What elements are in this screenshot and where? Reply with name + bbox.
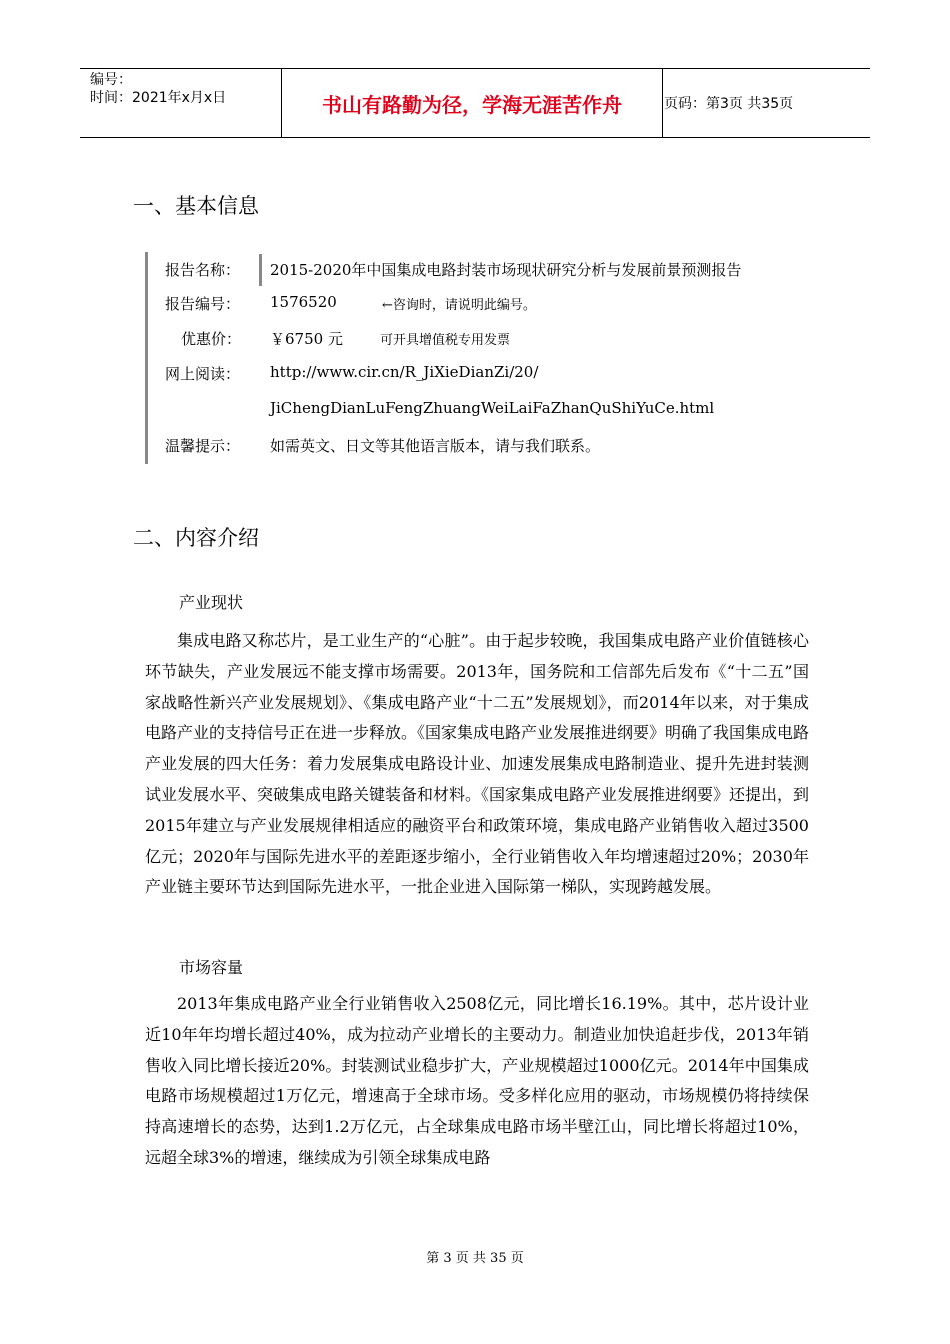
paragraph-market-capacity: 2013年集成电路产业全行业销售收入2508亿元，同比增长16.19%。其中，芯片设计业近10年年均增长超过40%，成为拉动产业增长的主要动力。制造业加快追赶步伐，2013年销售收入同比增长接近20%。封装测试业稳步扩大，产业规模超过1000亿元。2014年中国集成电路市场规模超过1万亿元，增速高于全球市场。受多样化应用的驱动，市场规模仍将持续保持高速增长的态势，达到1.2万亿元，占全球集成电路市场半壁江山，同比增长将超过10%，远超全球3%的增速，继续成为引领全球集成电路	[145, 994, 809, 1167]
motto: 书山有路勤为径，学海无涯苦作舟	[282, 69, 663, 137]
price-note: 可开具增值税专用发票	[380, 333, 511, 348]
report-number-note: ←咨询时，请说明此编号。	[382, 298, 536, 313]
tip-value: 如需英文、日文等其他语言版本，请与我们联系。	[270, 437, 601, 455]
section2-title: 二、内容介绍	[133, 526, 259, 550]
online-read-label: 网上阅读：	[165, 365, 241, 383]
price-label: 优惠价：	[181, 330, 242, 348]
tip-label: 温馨提示：	[165, 437, 241, 455]
report-name-value: 2015-2020年中国集成电路封装市场现状研究分析与发展前景预测报告	[270, 261, 742, 279]
header-info-cell	[80, 69, 282, 137]
price-value: ￥6750 元	[270, 330, 343, 348]
page-info: 页码：第3页 共35页	[664, 96, 794, 112]
online-read-link[interactable]: http://www.cir.cn/R_JiXieDianZi/20/	[270, 363, 539, 381]
online-read-link-cont[interactable]: JiChengDianLuFengZhuangWeiLaiFaZhanQuShiYuCe.html	[270, 399, 715, 417]
report-name-label: 报告名称：	[165, 261, 241, 279]
subheading-industry-status: 产业现状	[179, 593, 244, 612]
info-mid-bar	[259, 254, 262, 286]
info-left-bar	[145, 252, 148, 464]
report-number-label: 报告编号：	[165, 295, 241, 313]
date-label: 时间：2021年x月x日	[90, 90, 227, 106]
page-footer: 第 3 页 共 35 页	[426, 1251, 524, 1266]
page-header	[80, 68, 870, 138]
paragraph-industry-status: 集成电路又称芯片，是工业生产的“心脏”。由于起步较晚，我国集成电路产业价值链核心环节缺失，产业发展远不能支撑市场需要。2013年，国务院和工信部先后发布《“十二五”国家战略性新兴产业发展规划》、《集成电路产业“十二五”发展规划》，而2014年以来，对于集成电路产业的支持信号正在进一步释放。《国家集成电路产业发展推进纲要》明确了我国集成电路产业发展的四大任务：着力发展集成电路设计业、加速发展集成电路制造业、提升先进封装测试业发展水平、突破集成电路关键装备和材料。《国家集成电路产业发展推进纲要》还提出，到2015年建立与产业发展规律相适应的融资平台和政策环境，集成电路产业销售收入超过3500亿元；2020年与国际先进水平的差距逐步缩小，全行业销售收入年均增速超过20%；2030年产业链主要环节达到国际先进水平，一批企业进入国际第一梯队，实现跨越发展。	[145, 631, 810, 897]
section1-title: 一、基本信息	[133, 194, 259, 218]
subheading-market-capacity: 市场容量	[179, 958, 244, 977]
report-number-value: 1576520	[270, 293, 337, 311]
number-label: 编号：	[90, 72, 132, 88]
